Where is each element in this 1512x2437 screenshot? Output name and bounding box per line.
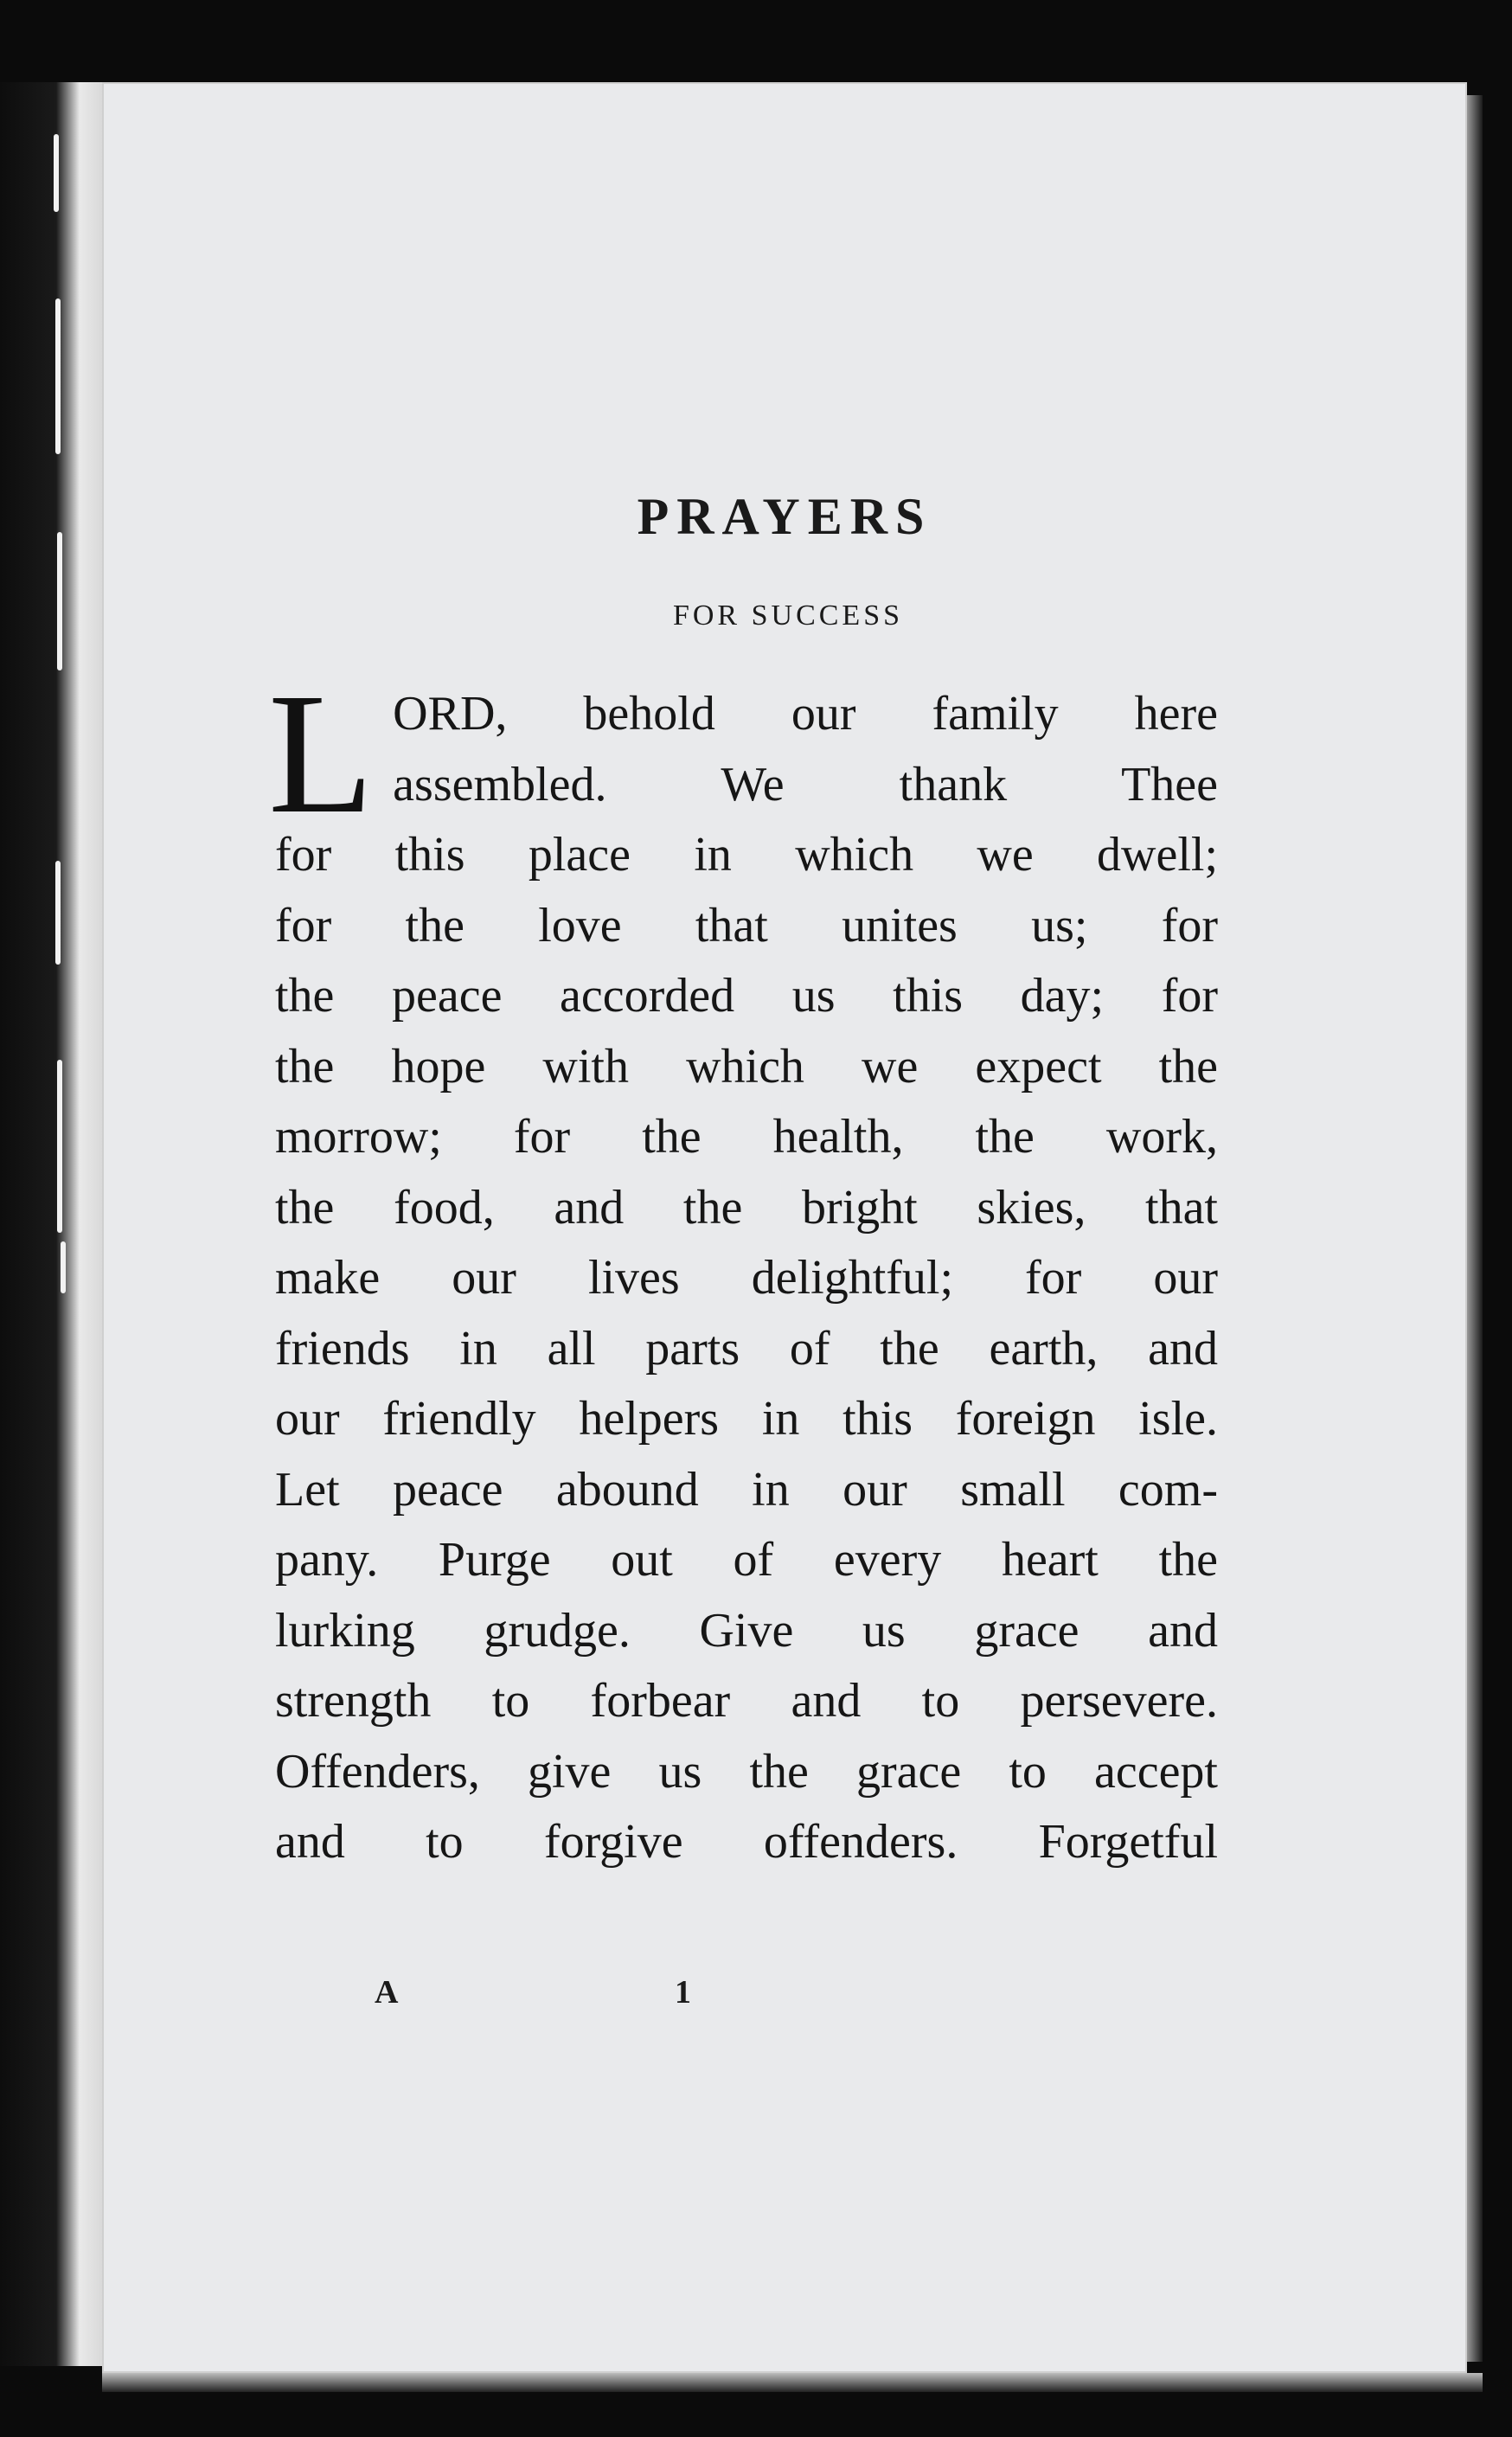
text-line: pany. Purge out of every heart the	[275, 1533, 1218, 1587]
text-line: friends in all parts of the earth, and	[275, 1321, 1218, 1376]
book-binding-edge	[0, 82, 102, 2366]
signature-mark: A	[375, 1974, 399, 2011]
text-line: morrow; for the health, the work,	[275, 1110, 1218, 1164]
text-line: for this place in which we dwell;	[275, 828, 1218, 882]
text-line: the peace accorded us this day; for	[275, 969, 1218, 1023]
text-line: ORD, behold our family here	[393, 687, 1218, 741]
text-line: make our lives delightful; for our	[275, 1251, 1218, 1305]
text-line: for the love that unites us; for	[275, 898, 1218, 952]
text-line: the food, and the bright skies, that	[275, 1180, 1218, 1235]
book-page	[102, 82, 1467, 2373]
page-bottom-edge	[102, 2373, 1483, 2392]
text-line: our friendly helpers in this foreign isle.	[275, 1392, 1218, 1446]
page-subtitle: FOR SUCCESS	[672, 600, 904, 632]
text-line: lurking grudge. Give us grace and	[275, 1603, 1218, 1658]
page-title: PRAYERS	[637, 488, 932, 545]
text-line: and to forgive offenders. Forgetful	[275, 1815, 1218, 1869]
text-line: the hope with which we expect the	[275, 1039, 1218, 1093]
prayer-text	[268, 658, 1218, 1878]
opening-paragraph	[268, 658, 1218, 850]
text-line: strength to forbear and to persevere.	[275, 1674, 1218, 1728]
text-line: Let peace abound in our small com-	[275, 1462, 1218, 1517]
text-line: Offenders, give us the grace to accept	[275, 1744, 1218, 1799]
page-right-edge	[1467, 95, 1483, 2362]
page-number: 1	[675, 1974, 691, 2011]
drop-cap: L	[268, 658, 375, 850]
text-line: assembled. We thank Thee	[393, 757, 1218, 811]
